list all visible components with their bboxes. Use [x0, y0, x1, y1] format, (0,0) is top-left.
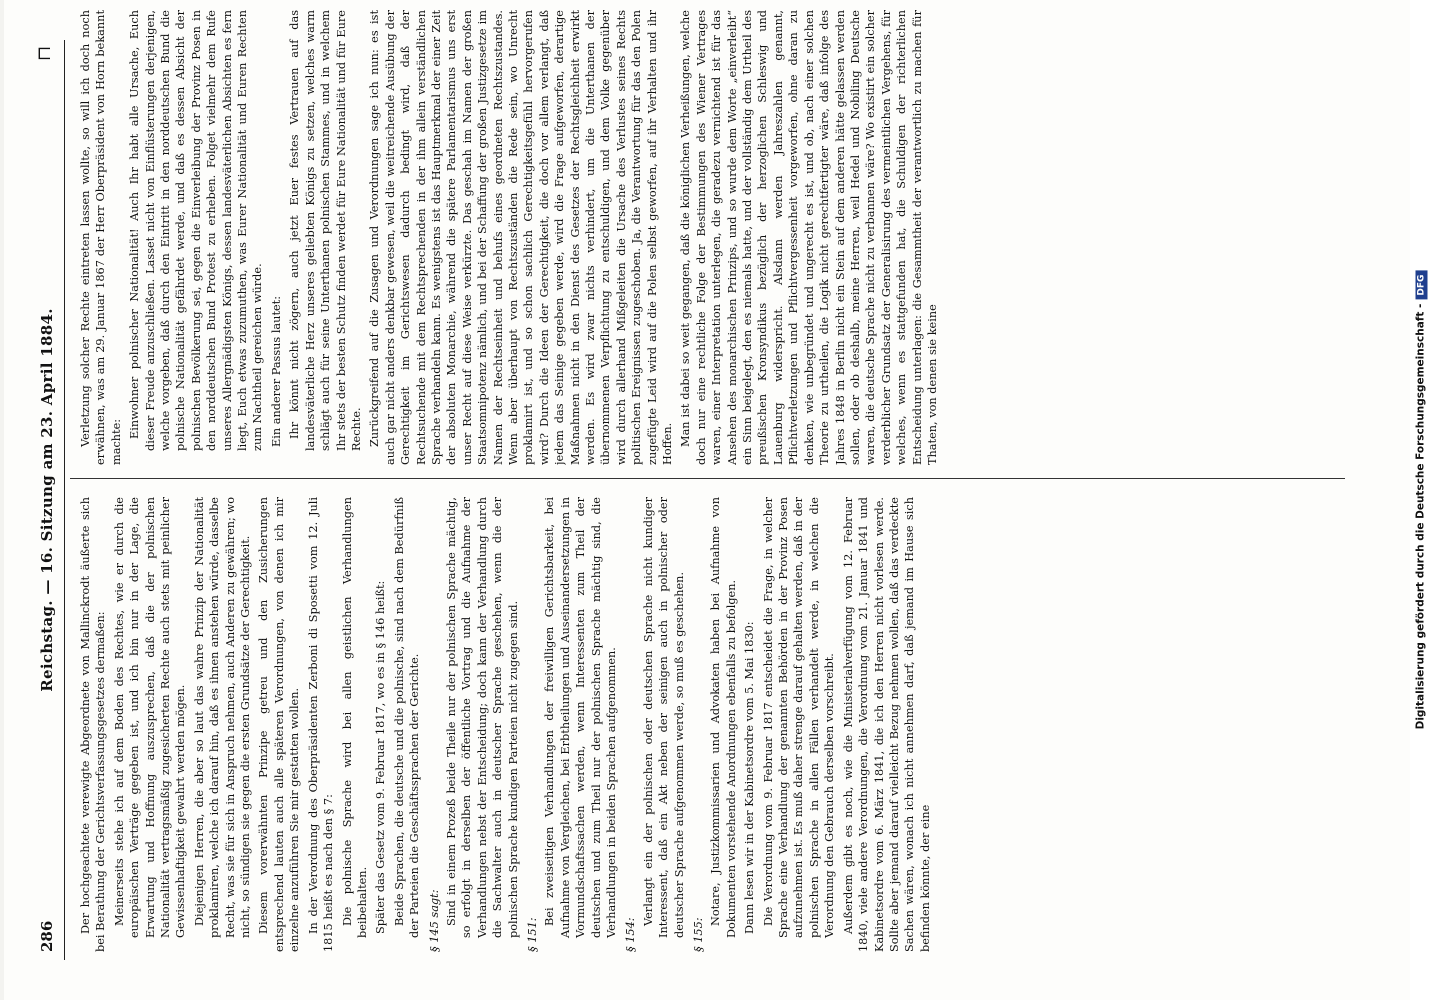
quoted-paragraph: Die polnische Sprache wird bei allen geistlichen Verhandlungen beibehalten.	[340, 497, 369, 938]
paragraph: In der Verordnung des Oberpräsidenten Zerboni di Sposetti vom 12. Juli 1815 heißt es nach den § 7:	[306, 497, 336, 952]
paragraph: Später das Gesetz vom 9. Februar 1817, wo es in § 146 heißt:	[374, 580, 388, 934]
section-reference: § 151:	[525, 917, 539, 952]
paragraph: Ein anderer Passus lautet:	[269, 295, 283, 447]
quoted-paragraph: Meinerseits stehe ich auf dem Boden des Rechtes, wie er durch die europäischen Verträge gegeben ist, und ich bin nur in der Lage, die Erwartung und Hoffnung auszusprechen, daß die der polnischen Nationalität vertragsmäßig zugesicherten Rechte auch stets mit peinlicher Gewissenhaftigkeit gewahrt werden mögen.	[112, 497, 188, 938]
paragraph: Diesem vorerwähnten Prinzipe getreu und den Zusicherungen entsprechend lauten auch alle späteren Verordnungen, von denen ich mir einzelne anzuführen Sie mir gestatten wollen.	[257, 497, 302, 952]
left-text-column	[78, 497, 1343, 952]
column-divider	[70, 478, 1345, 479]
corner-mark: ⊓	[34, 46, 55, 62]
paragraph: Der hochgeachtete verewigte Abgeordnete von Mallinckrodt äußerte sich bei Berathung der Gerichtsverfassungsgesetzes dermaßen:	[79, 497, 108, 952]
quoted-paragraph: Beide Sprachen, die deutsche und die polnische, sind nach dem Bedürfniß der Parteien die Geschäftssprachen der Gerichte.	[392, 497, 422, 938]
credit-line	[1415, 271, 1428, 730]
page-header	[30, 40, 65, 960]
dfg-logo: DFG	[1416, 271, 1428, 300]
quoted-paragraph: Verlangt ein der polnischen oder deutschen Sprache nicht kundiger Interessent, daß ein Akt neben der seinigen auch in polnischer oder deutscher Sprache aufgenommen werde, so muß es geschehen.	[641, 497, 686, 938]
quoted-paragraph: Diejenigen Herren, die aber so laut das wahre Prinzip der Nationalität proklamiren, welche ich darauf hin, daß es ihnen anstehen würde, dasselbe Recht, was sie für sich in Anspruch nehmen, auch Anderen zu gewähren; wo nicht, so sündigen sie gegen die ersten Grundsätze der Gerechtigkeit.	[192, 497, 253, 938]
section-reference: § 145 sagt:	[427, 889, 441, 952]
section-reference: § 154:	[624, 917, 638, 952]
quoted-paragraph: Ihr könnt nicht zögern, auch jetzt Euer festes Vertrauen auf das landesväterliche Herz unseres geliebten Königs zu setzen, welches warm schlägt auch für seine Unterthanen polnischen Stammes, und in welchem Ihr stets der besten Schutz finden werdet für Eure Nationalität und für Eure Rechte.	[288, 10, 363, 451]
paragraph: Man ist dabei so weit gegangen, daß die königlichen Verheißungen, welche doch nur eine rechtliche Folge der Bestimmungen des Wiener Vertrages waren, einer Interpretation unterlegen, die geradezu vernichtend ist für das Ansehen des monarchischen Prinzips, und so wurde dem Worte „einverleibt“ ein Sinn beigelegt, den es niemals hatte, und der vollständig dem Urtheil des preußischen Kronsyndikus bezüglich der herzoglichen Schleswig und Lauenburg widerspricht. Alsdann werden Jahreszahlen genannt, Pflichtverletzungen und Pflichtvergessenheit vorgeworfen, ohne daran zu denken, wie unbegründet und ungerecht es ist, und ob, nach einer solchen Theorie zu urtheilen, die Logik nicht gerechtfertigter wäre, daß infolge des Jahres 1848 in Berlin nicht ein Stein auf dem anderen hätte gelassen werden sollen, oder ob deshalb, meine Herren, weil Hedel und Nobiling Deutsche waren, die deutsche Sprache nicht zu verbannen wäre? Wo existirt ein solcher verderblicher Grundsatz der Generalisirung des vermeintlichen Vergehens, für welches, wenn es stattgefunden hat, die Schuldigen der richterlichen Entscheidung unterlagen: die Gesammtheit der verantwortlich zu machen für Thaten, von denen sie keine	[679, 10, 939, 465]
page-title: Reichstag. — 16. Sitzung am 23. April 1884.	[38, 308, 56, 692]
section-reference: § 155:	[692, 917, 706, 952]
quoted-paragraph: Sind in einem Prozeß beide Theile nur der polnischen Sprache mächtig, so erfolgt in derselben der öffentliche Vortrag und die Aufnahme der Verhandlungen nebst der Entscheidung; doch kann der Verhandlung durch die Sachwalter auch in deutscher Sprache geschehen, wenn die der polnischen Sprache kundigen Parteien nicht zugegen sind.	[444, 497, 520, 938]
quoted-paragraph: Bei zweiseitigen Verhandlungen der freiwilligen Gerichtsbarkeit, bei Aufnahme von Vergleichen, bei Erbtheilungen und Auseinandersetzungen in Vormundschaftssachen werden, wenn Interessenten zum Theil der deutschen und zum Theil nur der polnischen Sprache mächtig sind, die Verhandlungen in beiden Sprachen aufgenommen.	[543, 497, 618, 938]
paragraph: Verletzung solcher Rechte eintreten lassen wollte, so will ich doch noch erwähnen, was am 29. Januar 1867 der Herr Oberpräsident von Horn bekannt machte:	[79, 10, 123, 465]
right-text-column	[78, 10, 1343, 465]
paragraph: Zurückgreifend auf die Zusagen und Verordnungen sage ich nun: es ist auch gar nicht anders denkbar gewesen, weil die weitreichende Ausübung der Gerechtigkeit im Gerichtswesen dadurch bedingt wird, daß der Rechtsuchende mit dem Rechtsprechenden in der ihm allein verständlichen Sprache verhandeln kann. Es wenigstens ist das Hauptmerkmal der einer Zeit der absoluten Monarchie, während die spätere Parlamentarismus uns erst unser Recht auf diese Weise verkürzte. Das geschah im Namen der großen Staatsomnipotenz nämlich, und bei der Schaffung der großen Justizgesetze im Namen der Rechtseinheit und behufs eines geordneten Rechtszustandes. Wenn aber überhaupt von Rechtszuständen die Rede sein, wo Unrecht proklamirt ist, und so schon sachlich Gerechtigkeitsgefühl hervorgerufen wird? Durch die Ideen der Gerechtigkeit, die doch vor allem verlangt, daß jedem das Seinige gegeben werde, wird die Frage aufgeworfen, derartige Maßnahmen nicht in den Dienst des Gesetzes der Rechtsgleichheit erwirkt werden. Es wird zwar nichts verhindert, um die Unterthanen der übernommenen Verpflichtung zu entschuldigen, und dem Volke gegenüber wird durch allerhand Mißgeleiten die Ursache des Verlustes seines Rechts politischen Ereignissen zugeschoben. Ja, die Verantwortung für das den Polen zugefügte Leid wird auf die Polen selbst geworfen, auf ihr Verhalten und ihr Hoffen.	[368, 10, 675, 465]
credit-text: Digitalisierung gefördert durch die Deutsche Forschungsgemeinschaft -	[1414, 303, 1427, 730]
paragraph: Außerdem gibt es noch, wie die Ministerialverfügung vom 12. Februar 1840, viele andere Verordnungen, die Verordnung vom 21. Januar 1841 und Kabinetsordre vom 6. März 1841, die ich den Herren nicht vorlesen werde. Sollte aber jemand darauf vielleicht Bezug nehmen wollen, daß das verdeckte Sachen wären, wonach ich nicht annehmen darf, daß jemand im Hause sich befinden könnte, der eine	[841, 497, 932, 952]
paragraph: Dann lesen wir in der Kabinetsordre vom 5. Mai 1830:	[743, 621, 757, 934]
page-number: 286	[38, 920, 56, 952]
quoted-paragraph: Notare, Justizkommissarien und Advokaten haben bei Aufnahme von Dokumenten vorstehende Anordnungen ebenfalls zu befolgen.	[709, 497, 738, 938]
quoted-paragraph: Die Verordnung vom 9. Februar 1817 entscheidet die Frage, in welcher Sprache eine Verhandlung der genannten Behörden in der Provinz Posen aufzunehmen ist. Es muß daher strenge darauf gehalten werden, daß in der polnischen Sprache in allen Fällen verhandelt werde, in welchen die Verordnung den Gebrauch derselben vorschreibt.	[761, 497, 837, 938]
quoted-paragraph: Einwohner polnischer Nationalität! Auch Ihr habt alle Ursache, Euch dieser Freude anzuschließen. Lasset nicht von Einflüsterungen derjenigen, welche vorgeben, daß durch den Eintritt in den norddeutschen Bund die polnische Nationalität gefährdet werde, und daß es dessen Absicht der polnischen Bevölkerung sei, gegen die Einverleibung der Provinz Posen in den norddeutschen Bund Protest zu erheben. Folget vielmehr dem Rufe unseres Allergnädigsten Königs, dessen landesväterlichen Absichten es fern liegt, Euch etwas zuzumuthen, was Eurer Nationalität und Euren Rechten zum Nachtheil gereichen würde.	[128, 10, 265, 451]
